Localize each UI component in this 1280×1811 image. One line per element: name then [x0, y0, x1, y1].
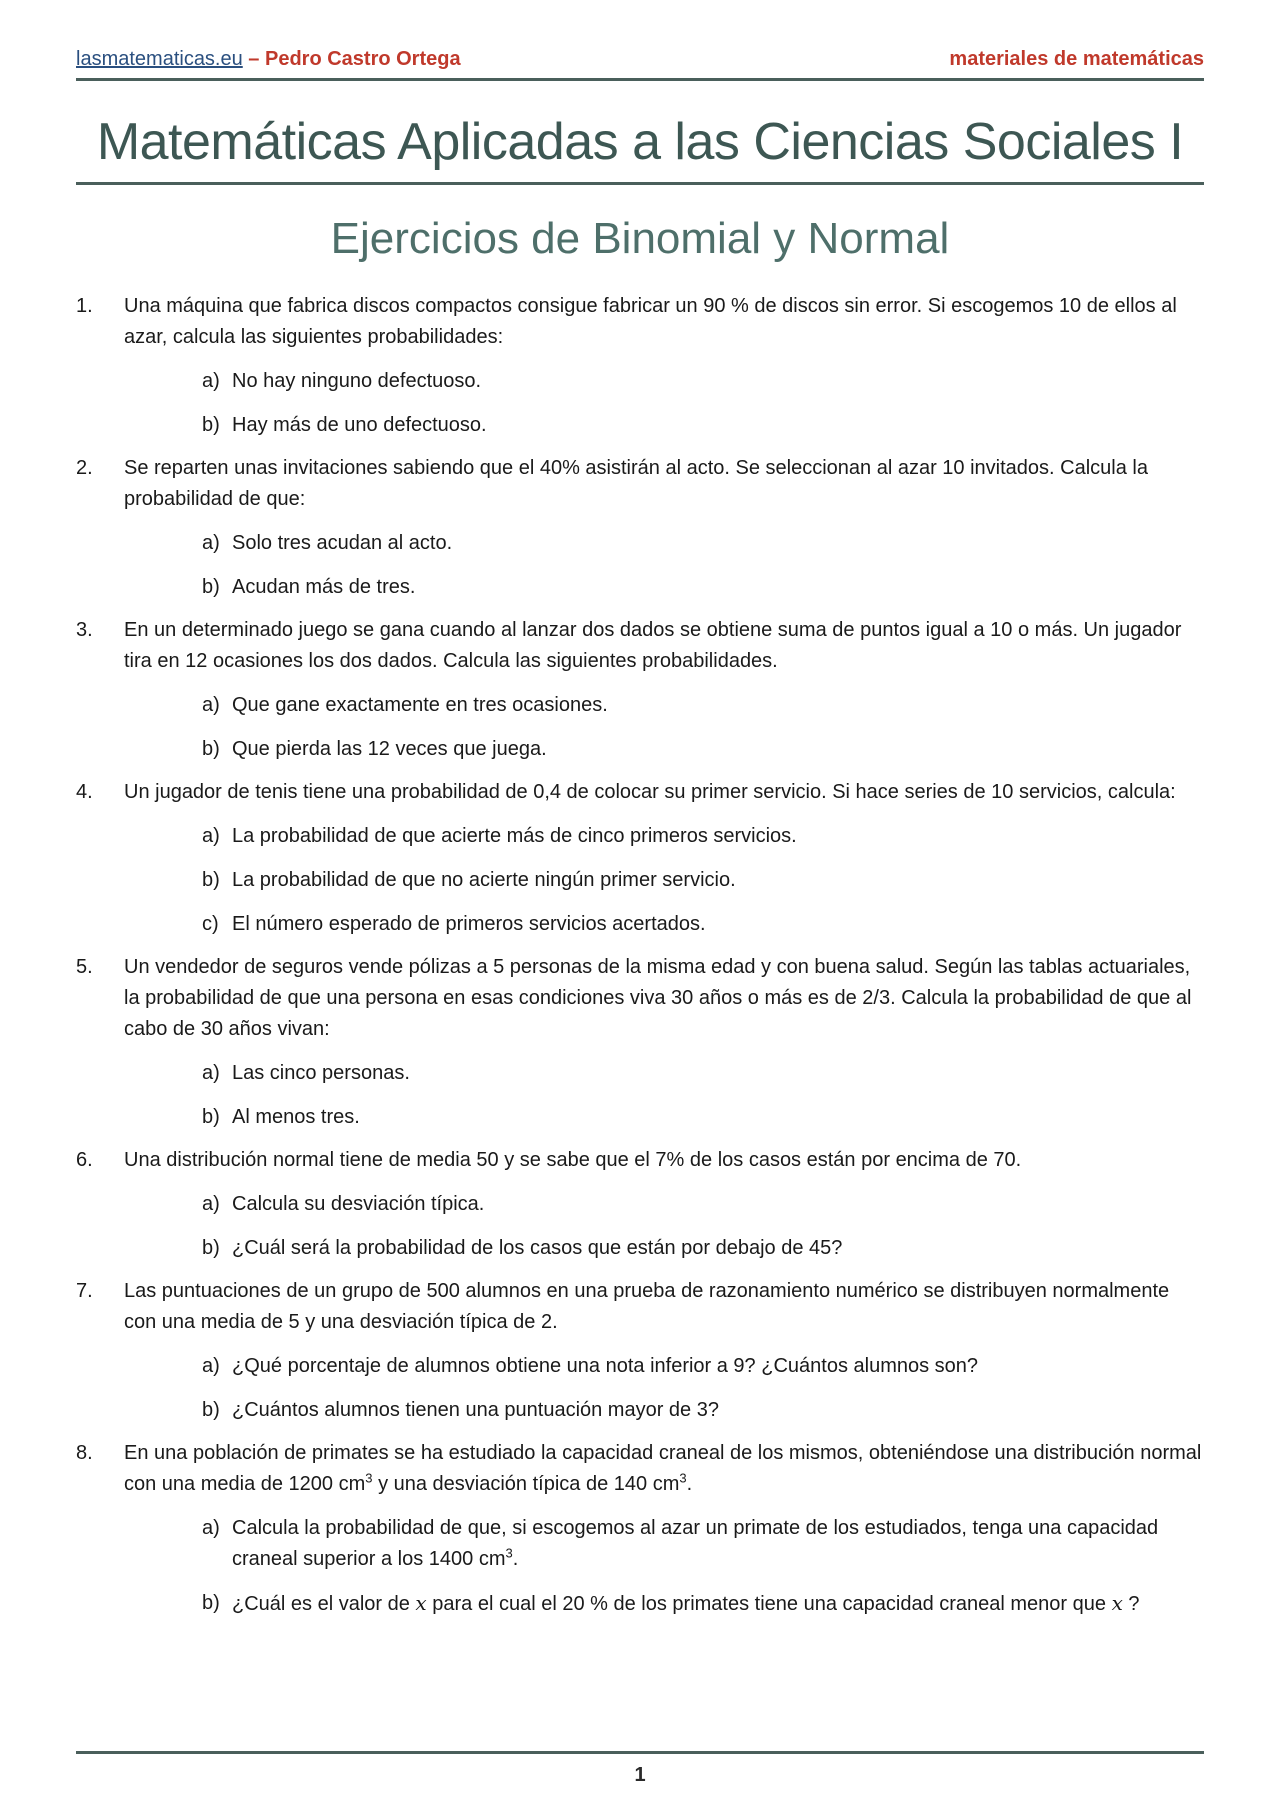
sub-item-label: a) [202, 1517, 220, 1539]
ex8a-text-part: . [512, 1548, 519, 1570]
ex8b-text-part: para el cual el 20 % de los primates tiene una capacidad craneal menor que [426, 1593, 1112, 1615]
sub-item [124, 410, 1204, 441]
exercise-number: 4. [76, 781, 93, 803]
sub-item-text: Las cinco personas. [232, 1062, 410, 1084]
exercise-4 [76, 777, 1204, 940]
ex8b-text-part: ¿Cuál es el valor de [232, 1593, 416, 1615]
sub-item-text [232, 1517, 1158, 1570]
sub-item-label: a) [202, 1193, 220, 1215]
exercise-number: 2. [76, 457, 93, 479]
sub-item-text: Al menos tres. [232, 1106, 360, 1128]
variable-x: x [1111, 1591, 1123, 1615]
exercise-number: 8. [76, 1442, 93, 1464]
ex8-text-part: En una población de primates se ha estudiado la capacidad craneal de los mismos, obteniéndose una distribución normal con una media de 1200 cm [124, 1442, 1202, 1495]
exercise-number: 1. [76, 295, 93, 317]
sub-item [124, 1102, 1204, 1133]
sub-item [124, 1058, 1204, 1089]
ex8-text-part: y una desviación típica de 140 cm [372, 1473, 680, 1495]
sub-item [124, 572, 1204, 603]
exercise-8 [76, 1438, 1204, 1620]
exercise-number: 7. [76, 1280, 93, 1302]
ex8-text-part: . [686, 1473, 693, 1495]
page-footer [76, 1751, 1204, 1787]
exercise-number: 5. [76, 956, 93, 978]
header-left [76, 48, 461, 71]
sub-item-label: b) [202, 1592, 220, 1614]
sub-item [124, 1513, 1204, 1575]
sub-item-text: Acudan más de tres. [232, 576, 416, 598]
sub-item-text: Hay más de uno defectuoso. [232, 414, 487, 436]
exercise-text: Una distribución normal tiene de media 50 y se sabe que el 7% de los casos están por encima de 70. [124, 1149, 1022, 1171]
sub-item-label: a) [202, 1062, 220, 1084]
sub-item [124, 1588, 1204, 1620]
sub-item [124, 909, 1204, 940]
exercise-text: Las puntuaciones de un grupo de 500 alumnos en una prueba de razonamiento numérico se distribuyen normalmente con una media de 5 y una desviación típica de 2. [124, 1280, 1170, 1333]
superscript-3: 3 [505, 1545, 513, 1561]
sub-item [124, 1189, 1204, 1220]
exercise-number: 6. [76, 1149, 93, 1171]
sub-item [124, 821, 1204, 852]
page-number: 1 [634, 1764, 646, 1786]
sub-item-label: a) [202, 370, 220, 392]
sub-item-text: El número esperado de primeros servicios acertados. [232, 913, 706, 935]
exercise-list [76, 291, 1204, 1632]
sub-item-text: La probabilidad de que acierte más de cinco primeros servicios. [232, 825, 797, 847]
sub-item-text: No hay ninguno defectuoso. [232, 370, 482, 392]
sub-item-label: a) [202, 694, 220, 716]
sub-item-label: b) [202, 1399, 220, 1421]
exercise-text: Un jugador de tenis tiene una probabilidad de 0,4 de colocar su primer servicio. Si hace series de 10 servicios, calcula: [124, 781, 1176, 803]
sub-item [124, 734, 1204, 765]
sub-item-label: a) [202, 825, 220, 847]
sub-item-label: c) [202, 913, 219, 935]
exercise-3 [76, 615, 1204, 765]
exercise-text [124, 1438, 1204, 1500]
sub-item-label: b) [202, 1237, 220, 1259]
sub-item [124, 1351, 1204, 1382]
exercise-1 [76, 291, 1204, 441]
sub-item-text: La probabilidad de que no acierte ningún primer servicio. [232, 869, 736, 891]
sub-item [124, 690, 1204, 721]
sub-item [124, 528, 1204, 559]
sub-item-label: b) [202, 576, 220, 598]
exercise-5 [76, 952, 1204, 1133]
variable-x: x [415, 1591, 427, 1615]
page-title: Matemáticas Aplicadas a las Ciencias Sociales I [76, 112, 1204, 185]
sub-item-label: b) [202, 738, 220, 760]
sub-item-label: b) [202, 1106, 220, 1128]
exercise-7 [76, 1276, 1204, 1426]
exercise-text: Se reparten unas invitaciones sabiendo que el 40% asistirán al acto. Se seleccionan al azar 10 invitados. Calcula la probabilidad de que: [124, 457, 1148, 510]
sub-item-text: ¿Cuántos alumnos tienen una puntuación mayor de 3? [232, 1399, 719, 1421]
sub-item-text [232, 1593, 1140, 1615]
sub-item [124, 1233, 1204, 1264]
exercise-text: En un determinado juego se gana cuando al lanzar dos dados se obtiene suma de puntos igual a 10 o más. Un jugador tira en 12 ocasiones los dos dados. Calcula las siguientes probabilidades. [124, 619, 1182, 672]
sub-item-text: ¿Cuál será la probabilidad de los casos que están por debajo de 45? [232, 1237, 843, 1259]
superscript-3: 3 [365, 1470, 373, 1486]
sub-item [124, 865, 1204, 896]
sub-item-text: ¿Qué porcentaje de alumnos obtiene una nota inferior a 9? ¿Cuántos alumnos son? [232, 1355, 979, 1377]
ex8a-text-part: Calcula la probabilidad de que, si escogemos al azar un primate de los estudiados, tenga una capacidad craneal superior a los 1400 cm [232, 1517, 1159, 1570]
superscript-3: 3 [679, 1470, 687, 1486]
page-header [76, 46, 1204, 81]
sub-item [124, 1395, 1204, 1426]
author-name: – Pedro Castro Ortega [242, 48, 461, 70]
sub-item-label: b) [202, 414, 220, 436]
sub-item [124, 366, 1204, 397]
sub-item-label: b) [202, 869, 220, 891]
sub-item-text: Que pierda las 12 veces que juega. [232, 738, 547, 760]
sub-item-label: a) [202, 532, 220, 554]
exercise-text: Un vendedor de seguros vende pólizas a 5 personas de la misma edad y con buena salud. Según las tablas actuariales, la probabilidad de que una persona en esas condiciones viva 30 años o más es de 2/3. Calcula la probabilidad de que al cabo de 30 años vivan: [124, 956, 1192, 1040]
exercise-2 [76, 453, 1204, 603]
exercise-6 [76, 1145, 1204, 1264]
exercise-number: 3. [76, 619, 93, 641]
exercises-container [76, 291, 1204, 1426]
site-link[interactable]: lasmatematicas.eu [76, 48, 243, 70]
exercise-text: Una máquina que fabrica discos compactos consigue fabricar un 90 % de discos sin error. Si escogemos 10 de ellos al azar, calcula las siguientes probabilidades: [124, 295, 1177, 348]
page-subtitle: Ejercicios de Binomial y Normal [330, 214, 950, 263]
header-tagline: materiales de matemáticas [949, 48, 1204, 70]
sub-item-label: a) [202, 1355, 220, 1377]
ex8b-text-part: ? [1122, 1593, 1140, 1615]
sub-item-text: Que gane exactamente en tres ocasiones. [232, 694, 608, 716]
sub-item-text: Calcula su desviación típica. [232, 1193, 485, 1215]
sub-item-text: Solo tres acudan al acto. [232, 532, 453, 554]
